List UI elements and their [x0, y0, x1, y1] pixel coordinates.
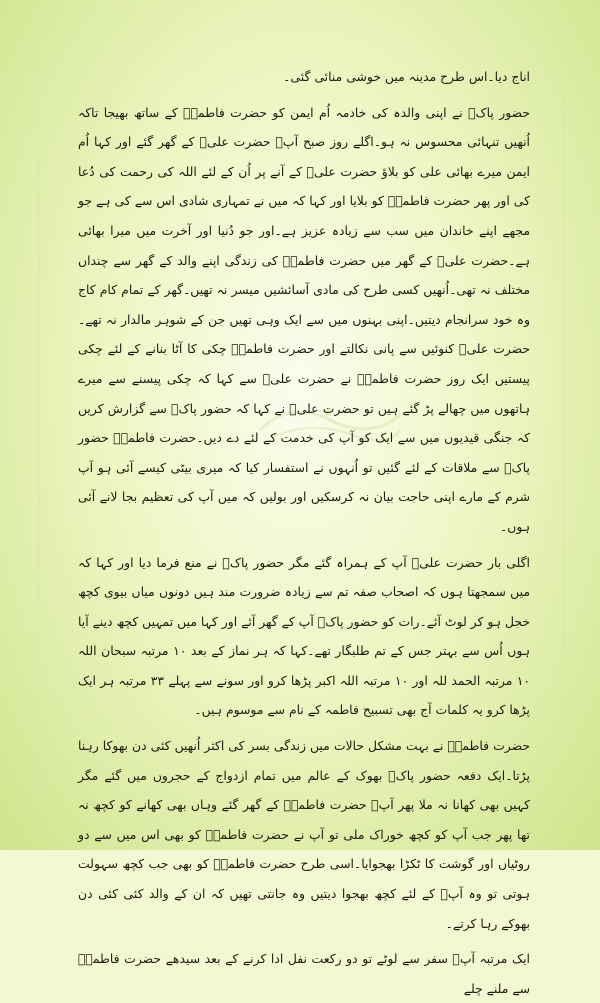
- paragraph: حضرت فاطمہؓ نے بہت مشکل حالات میں زندگی بسر کی اکثر اُنھیں کئی دن بھوکا رہنا پڑتا۔ایک دفعہ حضور پاکؐ بھوک کے عالم میں تمام ازدواج کے حجروں میں گئے مگر کہیں بھی کھانا نہ ملا پھر آپؐ حضرت فاطمہؓ کے گھر گئے وہاں بھی کھانے کو کچھ نہ تھا پھر جب آپ کو کچھ خوراک ملی تو آپ نے حضرت فاطمہؓ کو بھی اس میں سے دو روٹیاں اور گوشت کا ٹکڑا بھجوایا۔اسی طرح حضرت فاطمہؓ کو بھی جب کچھ سہولت ہوتی تو وہ آپؐ کے لئے کچھ بھجوا دیتیں وہ جانتی تھیں کہ ان کے والد کئی کئی دن بھوکے رہا کرتے۔: [78, 738, 530, 931]
- paragraph: اناج دیا۔اس طرح مدینہ میں خوشی منائی گئی۔: [283, 69, 530, 84]
- paragraph: حضور پاکؐ نے اپنی والدہ کی خادمہ اُم ایمن کو حضرت فاطمہؓ کے ساتھ بھیجا تاکہ اُنھیں تنہائی محسوس نہ ہو۔اگلے روز صبح آپؐ حضرت علیؓ کے گھر گئے اور کہا اُم ایمن میرے بھائی علی کو بلاؤ حضرت علیؓ کے آنے پر اُن کے لئے اللہ کی رحمت کی دُعا کی اور پھر حضرت فاطمہؓ کو بلایا اور کہا کہ میں نے تمہاری شادی اس سے کی ہے جو مجھے اپنے خاندان میں سب سے زیادہ عزیز ہے۔اور جو دُنیا اور آخرت میں میرا بھائی ہے۔حضرت علیؓ کے گھر میں حضرت فاطمہؓ کی زندگی اپنے والد کے گھر سے چنداں مختلف نہ تھی۔اُنھیں کسی طرح کی مادی آسائشیں میسر نہ تھیں۔گھر کے تمام کام کاج وہ خود سرانجام دیتیں۔اپنی بہنوں میں سے ایک وہی تھیں جن کے شوہر مالدار نہ تھے۔حضرت علیؓ کنوئیں سے پانی نکالتے اور حضرت فاطمہؓ چکی کا آٹا بنانے کے لئے چکی پیستیں ایک روز حضرت فاطمہؓ نے حضرت علیؓ سے کہا کہ چکی پیسنے سے میرے ہاتھوں میں چھالے پڑ گئے ہیں تو حضرت علیؓ نے کہا کہ حضور پاکؐ سے گزارش کریں کہ جنگی قیدیوں میں سے ایک کو آپ کی خدمت کے لئے دے دیں۔حضرت فاطمہؓ حضور پاکؐ سے ملاقات کے لئے گئیں تو اُنہوں نے استفسار کیا کہ میری بیٹی کیسے آئی ہو آپ شرم کے مارے اپنی حاجت بیان نہ کرسکیں اور بولیں کہ میں آپ کی تعظیم بجا لانے آئی ہوں۔: [78, 104, 530, 534]
- article-text: [78, 62, 530, 1003]
- paragraph: اگلی بار حضرت علیؓ آپ کے ہمراہ گئے مگر حضور پاکؐ نے منع فرما دیا اور کہا کہ میں سمجھتا ہوں کہ اصحاب صفہ تم سے زیادہ ضرورت مند ہیں دونوں میاں بیوی کچھ خجل ہو کر لوٹ آئے۔رات کو حضور پاکؐ آپ کے گھر آئے اور کہا میں تمہیں کچھ دینے آیا ہوں اُس سے بہتر جس کے تم طلبگار تھے۔کہا کہ ہر نماز کے بعد ۱۰ مرتبہ سبحان اللہ ۱۰ مرتبہ الحمد للہ اور ۱۰ مرتبہ اللہ اکبر پڑھا کرو اور سونے سے پہلے ۳۳ مرتبہ ہر ایک پڑھا کرو یہ کلمات آج بھی تسبیح فاطمہ کے نام سے موسوم ہیں۔: [78, 554, 531, 718]
- paragraph: ایک مرتبہ آپؐ سفر سے لوٹے تو دو رکعت نفل ادا کرنے کے بعد سیدھے حضرت فاطمہؓ سے ملنے چلے: [78, 951, 530, 996]
